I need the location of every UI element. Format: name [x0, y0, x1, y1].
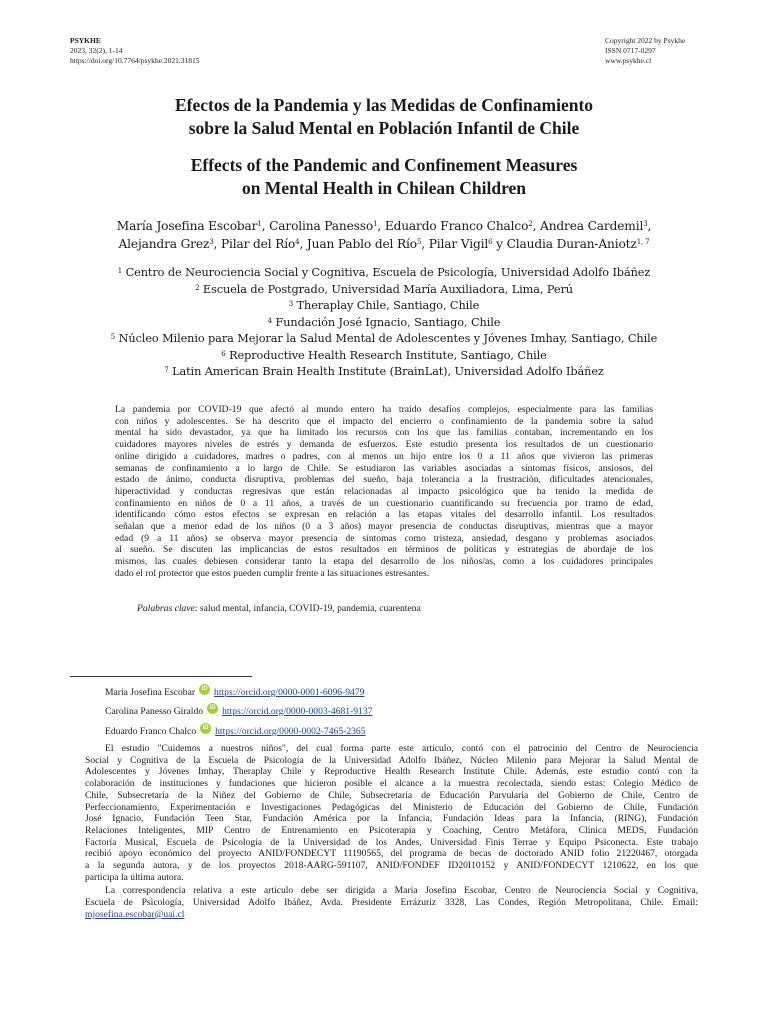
funding-line: Relaciones Inteligentes, MIP Centro de Entrenamiento en Psicoterapia y Coaching, Centro Metáfora, Clínica MEDS, Fundación	[85, 824, 698, 836]
abstract-line: online dirigido a cuidadores, madres o padres, con al menos un hijo entre los 0 a 11 años que vivieron las primeras	[115, 450, 653, 462]
correspondence-line: La correspondencia relativa a este artículo debe ser dirigida a María Josefina Escobar, Centro de Neurociencia Social y Cognitiva,	[105, 885, 698, 897]
affiliation-number: 2	[195, 283, 200, 292]
funding-line: Factoría Musical, Escuela de Psicología de la Universidad de los Andes, Universidad Finis Terrae y Equipo Psiconecta. Este trabajo	[85, 836, 698, 848]
affiliation-number: 7	[164, 366, 169, 374]
abstract	[115, 404, 653, 580]
author-name: , Pilar Vigil	[421, 237, 489, 251]
affiliation-ref: 5	[416, 238, 422, 246]
author-line	[40, 235, 728, 253]
affiliation-number: 5	[110, 333, 116, 341]
orcid-icon[interactable]: iD	[207, 703, 218, 714]
title-spanish	[40, 94, 728, 140]
title-spanish-line: sobre la Salud Mental en Población Infantil de Chile	[188, 118, 580, 138]
author-name: , Eduardo Franco Chalco	[377, 219, 529, 233]
author-name: , Pilar del Río	[213, 237, 296, 251]
affiliation-ref: 2	[528, 220, 533, 228]
keywords-label: Palabras clave	[137, 603, 195, 614]
orcid-link[interactable]: https://orcid.org/0000-0003-4681-9137	[222, 706, 373, 717]
journal-header-right	[605, 36, 685, 66]
journal-volume: 2023, 32(2), 1-14	[70, 46, 123, 55]
affiliation-text: Reproductive Health Research Institute, Santiago, Chile	[225, 348, 547, 362]
author-separator: ,	[647, 219, 652, 233]
keywords-text: : salud mental, infancia, COVID-19, pandemia, cuarentena	[194, 603, 421, 614]
author-name: María Josefina Escobar	[116, 219, 258, 233]
funding-line: Adolescentes y Jóvenes Imhay, Theraplay Chile y Reproductive Health Research Institute Chile. Además, este estudio contó con la	[85, 766, 698, 778]
affiliation-ref: 1, 7	[636, 238, 650, 246]
affiliation	[40, 348, 728, 365]
journal-website[interactable]: www.psykhe.cl	[605, 56, 652, 65]
funding-line: colaboración de instituciones y fundaciones que hicieron posible el alcance a la muestra recolectada, siendo estas: Colegio Médico de	[85, 778, 698, 790]
affiliation-number: 3	[288, 300, 294, 308]
funding-line: Perfeccionamiento, Experimentación e Investigaciones Pedagógicas del Ministerio de Educación del Gobierno de Chile, Fundación	[85, 801, 698, 813]
affiliation-text: Fundación José Ignacio, Santiago, Chile	[272, 315, 501, 329]
correspondence-email[interactable]: mjosefina.escobar@uai.cl	[85, 908, 185, 920]
title-english	[40, 154, 728, 200]
abstract-line: mental ha sido devastador, ya que ha limitado los recursos con los que las familias contaban, incrementando en los	[115, 427, 653, 439]
orcid-entry	[105, 687, 364, 698]
abstract-line: al sueño. Se discuten las implicancias de estos resultados en términos de políticas y estrategias de abordaje de los	[115, 544, 653, 556]
author-name: Alejandra Grez	[118, 237, 210, 251]
author-name: y Claudia Duran-Aniotz	[492, 237, 637, 251]
author-notes	[85, 743, 698, 921]
abstract-line: con niños y adolescentes. Se ha descrito que el impacto del encierro o confinamiento de la pandemia sobre la salud	[115, 415, 653, 427]
title-english-line: on Mental Health in Chilean Children	[241, 178, 527, 198]
affiliation-ref: 4	[295, 238, 300, 246]
abstract-line: dado el rol protector que estos pueden cumplir frente a las situaciones estresantes.	[115, 567, 430, 579]
orcid-icon[interactable]: iD	[200, 723, 211, 734]
abstract-line: cuidadores mayores niveles de estrés y demanda de esfuerzos. Este estudio presenta los resultados de un cuestionario	[115, 439, 653, 451]
author-name: , Andrea Cardemil	[532, 219, 644, 233]
orcid-author-name: María Josefina Escobar	[105, 687, 196, 698]
funding-line: recibió apoyo económico del proyecto ANID/FONDECYT 11190565, del programa de becas de doctorado ANID folio 21220467, otorgada	[85, 848, 698, 860]
abstract-line: La pandemia por COVID-19 que afectó al mundo entero ha traído desafíos complejos, especialmente para las familias	[115, 404, 653, 415]
funding-line: El estudio "Cuidemos a nuestros niños", del cual forma parte este artículo, contó con el patrocinio del Centro de Neurociencia	[105, 743, 698, 754]
affiliation-text: Theraplay Chile, Santiago, Chile	[293, 299, 480, 312]
abstract-line: semanas de confinamiento a lo largo de Chile. Se estudiaron las variables asociadas a síntomas físicos, ansiosos, del	[115, 462, 653, 474]
affiliation-ref: 1	[257, 220, 262, 228]
affiliation-number: 1	[117, 267, 123, 275]
orcid-icon[interactable]: iD	[199, 684, 210, 695]
author-name: , Carolina Panesso	[261, 219, 374, 233]
abstract-line: estado de ánimo, conducta disruptiva, problemas del sueño, baja tolerancia a la frustración, dificultades atencionales,	[115, 474, 653, 486]
title-english-line: Effects of the Pandemic and Confinement Measures	[190, 155, 578, 175]
affiliation	[40, 298, 728, 315]
funding-line: a la segunda autora, y de los proyectos 2018-AARG-591107, ANID/FONDEF ID20I10152 y ANID/FONDECYT 1210622, en los que	[85, 860, 698, 872]
abstract-line: hiperactividad y conductas regresivas que están relacionadas al impacto psicológico que ha tenido la medida de	[115, 485, 653, 497]
orcid-author-name: Carolina Panesso Giraldo	[105, 706, 204, 717]
journal-doi[interactable]: https://doi.org/10.7764/psykhe.2021.31815	[70, 56, 200, 65]
footnote-divider	[70, 676, 252, 677]
funding-line: Chile, Subsecretaría de la Niñez del Gobierno de Chile, Subsecretaría de Educación Parvularia del Gobierno de Chile, Centro de	[85, 789, 698, 801]
author-name: , Juan Pablo del Río	[299, 237, 417, 251]
affiliation	[40, 315, 728, 332]
abstract-line: señalan que a menor edad de los niños (0 a 3 años) mayor presencia de conductas disruptivas, mientras que a mayor	[115, 521, 653, 533]
affiliation-number: 4	[267, 316, 273, 325]
affiliation-text: Centro de Neurociencia Social y Cognitiva, Escuela de Psicología, Universidad Adolfo Ibáñez	[122, 266, 651, 279]
abstract-line: identificando cómo estos efectos se expresan en relación a las etapas vitales del desarrollo infantil. Los resultados	[115, 509, 653, 521]
affiliation	[40, 265, 728, 282]
affiliation-ref: 3	[209, 238, 214, 246]
orcid-author-name: Eduardo Franco Chalco	[105, 726, 197, 737]
affiliation-text: Latin American Brain Health Institute (BrainLat), Universidad Adolfo Ibáñez	[168, 365, 604, 378]
funding-line: Social y Cognitiva de la Escuela de Psicología de la Universidad Adolfo Ibáñez, Núcleo Milenio para Mejorar la Salud Mental de	[85, 754, 698, 766]
affiliation-list	[40, 265, 728, 381]
title-spanish-line: Efectos de la Pandemia y las Medidas de Confinamiento	[174, 95, 594, 115]
affiliation-number: 6	[221, 349, 226, 358]
author-line	[40, 217, 728, 235]
funding-line: José Ignacio, Fundación Teen Star, Fundación América por la Infancia, Fundación Ideas para la Infancia, (RING), Fundación	[85, 813, 698, 825]
journal-header-left	[70, 36, 199, 66]
correspondence-email-line	[85, 909, 698, 921]
affiliation-ref: 6	[488, 238, 493, 246]
author-list	[40, 217, 728, 253]
copyright-notice: Copyright 2022 by Psykhe	[605, 36, 686, 45]
abstract-line: edad (9 a 11 años) se observa mayor presencia de síntomas como tristeza, ansiedad, desgano y problemas asociados	[115, 532, 653, 544]
orcid-entry	[105, 706, 372, 717]
abstract-line: mismos, las cuales debiesen considerar tanto la etapa del desarrollo de los niños/as, como a los cuidadores principales	[115, 556, 653, 568]
affiliation	[40, 282, 728, 299]
affiliation	[40, 331, 728, 348]
funding-line: participa la última autora.	[85, 871, 184, 883]
journal-name: PSYKHE	[70, 36, 101, 45]
affiliation-text: Núcleo Milenio para Mejorar la Salud Mental de Adolescentes y Jóvenes Imhay, Santiago, Chile	[115, 332, 658, 345]
affiliation	[40, 364, 728, 381]
orcid-link[interactable]: https://orcid.org/0000-0002-7465-2365	[215, 726, 366, 737]
keywords	[137, 603, 421, 614]
orcid-link[interactable]: https://orcid.org/0000-0001-6096-9479	[214, 687, 365, 698]
abstract-line: confinamiento en niños de 0 a 11 años, a través de un cuestionario cuantificando su frecuencia por tramo de edad,	[115, 497, 653, 509]
correspondence-line: Escuela de Psicología, Universidad Adolfo Ibáñez, Avda. Presidente Errázuriz 3328, Las Condes, Región Metropolitana, Chile. Email:	[85, 897, 698, 909]
issn: ISSN 0717-0297	[605, 46, 656, 55]
affiliation-ref: 3	[643, 220, 648, 228]
orcid-entry	[105, 726, 366, 737]
affiliation-text: Escuela de Postgrado, Universidad María Auxiliadora, Lima, Perú	[199, 282, 573, 296]
affiliation-ref: 1	[373, 220, 378, 228]
